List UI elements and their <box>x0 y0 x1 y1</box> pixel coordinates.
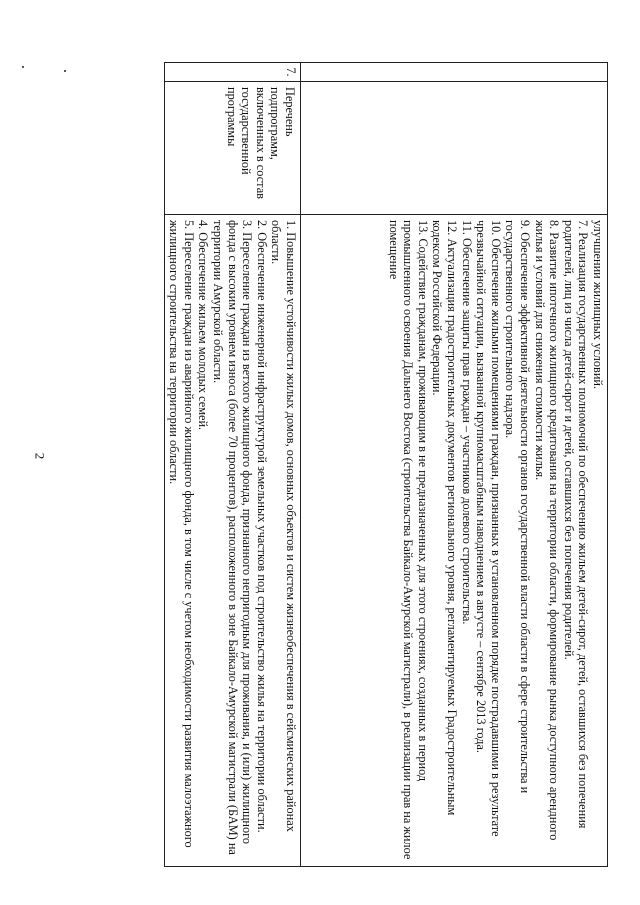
list-item: 1. Повышение устойчивости жилых домов, основных объектов и систем жизнеобеспечения в сейсмических районах области. <box>269 220 298 832</box>
row-number-cell <box>301 63 608 82</box>
list-item: улучшении жилищных условий. <box>591 220 605 390</box>
row-label-cell: Перечень подпрограмм, включенных в состав государственной программы <box>164 82 300 215</box>
list-item: 5. Переселение граждан из аварийного жилищного фонда, в том числе с учетом необходимости развития малоэтажного жилищного строительства на территории области. <box>167 220 196 848</box>
page-number: 2 <box>32 452 48 460</box>
row-content-cell <box>301 215 608 867</box>
list-item: 8. Развитие ипотечного жилищного кредитования на территории области, формирование рынка доступного арендного жилья и условий для снижения стоимости жилья. <box>532 220 562 841</box>
list-item: 10. Обеспечение жилыми помещениями граждан, признанных в установленном порядке пострадавшими в результате чрезвычайной ситуации, вызванной крупномасштабным наводнением в августе – сентябре 2013 года. <box>474 220 503 837</box>
row-label-cell <box>301 82 608 215</box>
list-item: 11. Обеспечение защиты прав граждан – участников долевого строительства. <box>459 220 474 625</box>
list-item: 2. Обеспечение инженерной инфраструктурой земельных участков под строительство жилья на территории области. <box>254 220 269 833</box>
program-passport-table <box>164 62 608 867</box>
table-row <box>164 63 300 867</box>
list-item: 12. Актуализация градостроительных документов регионального уровня, регламентируемых Градостроительным кодексом Российской Федерации. <box>430 220 460 816</box>
row-content-cell <box>164 215 300 867</box>
scan-speck <box>22 66 24 68</box>
scan-speck <box>64 70 66 72</box>
list-item: 7. Реализация государственных полномочий по обеспечению жильем детей-сирот, детей, оставшихся без попечения родителей, лиц из числа детей-сирот и детей, оставшихся без попечения родителей. <box>561 220 591 829</box>
list-item: 4. Обеспечение жильем молодых семей. <box>196 220 211 431</box>
list-item: 13. Содействие гражданам, проживающим в не предназначенных для этого строениях, созданных в период промышленного освоения Дальнего Востока (строительства Байкало-Амурской магистрали), в реализации прав на жилое помещение <box>386 220 430 860</box>
list-item: 3. Переселение граждан из ветхого жилищного фонда, признанного непригодным для проживания, и (или) жилищного фонда с высоким уровнем износа (более 70 процентов), расположенного в зоне Байкало-Амурской магистрали (БАМ) на территории Амурской области. <box>211 220 255 855</box>
row-number-cell: 7. <box>164 63 300 82</box>
rotated-page-content <box>73 62 608 867</box>
list-item: 9. Обеспечение эффективной деятельности органов государственной власти области в сфере строительства и государственного строительного надзора. <box>503 220 533 794</box>
table-row <box>301 63 608 867</box>
